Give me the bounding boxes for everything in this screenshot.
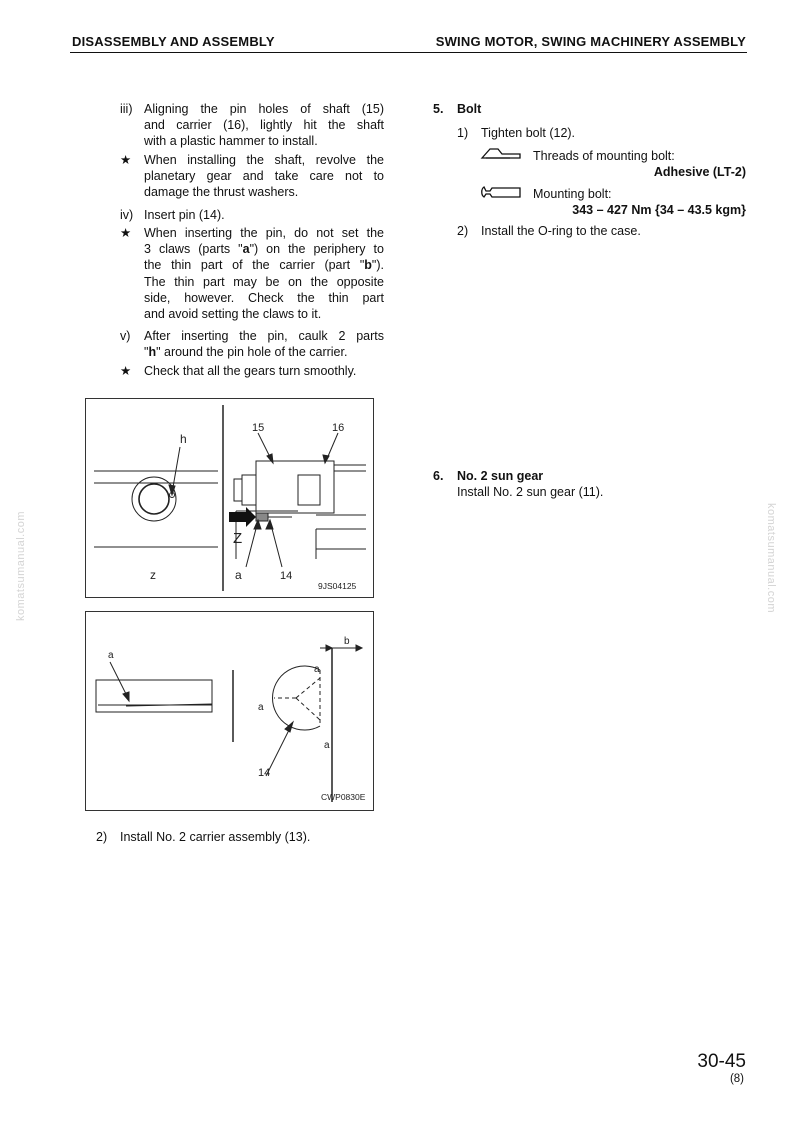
note-star-2 bbox=[120, 225, 386, 323]
step-v bbox=[120, 328, 386, 362]
label-Z: Z bbox=[233, 530, 243, 547]
adhesive-nozzle-icon bbox=[480, 146, 522, 162]
torque-text: Mounting bolt: bbox=[533, 187, 612, 201]
figure-code: 9JS04125 bbox=[318, 581, 357, 591]
header-right: SWING MOTOR, SWING MACHINERY ASSEMBLY bbox=[435, 34, 746, 49]
figure-code: CWP0830E bbox=[321, 792, 366, 802]
star-icon: ★ bbox=[120, 226, 132, 240]
section-6-text: Install No. 2 sun gear (11). bbox=[457, 485, 604, 499]
step-label: 2) bbox=[96, 830, 108, 844]
section-6-title: No. 2 sun gear bbox=[457, 469, 544, 483]
step-line: with a plastic hammer to install. bbox=[144, 134, 318, 149]
star-icon: ★ bbox=[120, 153, 132, 167]
label-h: h bbox=[180, 432, 187, 446]
note-text: Check that all the gears turn smoothly. bbox=[144, 364, 357, 378]
note-line: planetary gear and take care not to bbox=[144, 169, 384, 184]
adhesive-value: Adhesive (LT-2) bbox=[653, 165, 746, 179]
section-5-number: 5. bbox=[433, 102, 444, 116]
label-14: 14 bbox=[280, 570, 293, 582]
note-star-1 bbox=[120, 152, 386, 202]
section-5-title: Bolt bbox=[457, 102, 482, 116]
label-a-top: a bbox=[314, 664, 320, 675]
note-line: When installing the shaft, revolve the bbox=[144, 153, 384, 167]
adhesive-text: Threads of mounting bolt: bbox=[533, 149, 675, 163]
watermark-right: komatsumanual.com bbox=[765, 503, 777, 613]
step-label: v) bbox=[120, 329, 131, 343]
page-number: 30-45 bbox=[697, 1051, 746, 1072]
label-a-bottom: a bbox=[324, 740, 330, 751]
watermark-left: komatsumanual.com bbox=[15, 511, 27, 621]
arrow-z-icon bbox=[229, 507, 256, 527]
figure-1-drawing bbox=[86, 399, 373, 597]
label-14: 14 bbox=[258, 767, 271, 779]
wrench-icon bbox=[480, 184, 522, 200]
header-left: DISASSEMBLY AND ASSEMBLY bbox=[72, 34, 275, 49]
step-iv bbox=[120, 207, 386, 224]
step-line: Aligning the pin holes of shaft (15) bbox=[144, 102, 384, 116]
step-text: Insert pin (14). bbox=[144, 208, 225, 222]
section-5-step-1-text: Tighten bolt (12). bbox=[481, 126, 576, 140]
label-z: z bbox=[150, 568, 156, 582]
section-5-step-1-label: 1) bbox=[457, 126, 469, 140]
note-line: and avoid setting the claws to it. bbox=[144, 307, 322, 322]
star-icon: ★ bbox=[120, 364, 132, 378]
step-2-carrier bbox=[96, 829, 376, 846]
header-rule bbox=[70, 52, 747, 53]
step-line: After inserting the pin, caulk 2 parts bbox=[144, 329, 384, 343]
label-16: 16 bbox=[332, 422, 345, 434]
note-line: damage the thrust washers. bbox=[144, 185, 299, 200]
section-5-step-2-text: Install the O-ring to the case. bbox=[481, 224, 641, 238]
section-5-step-2-label: 2) bbox=[457, 224, 469, 238]
step-iii bbox=[120, 101, 386, 151]
step-text: Install No. 2 carrier assembly (13). bbox=[120, 830, 311, 844]
note-line: When inserting the pin, do not set the bbox=[144, 226, 384, 240]
figure-claw-position bbox=[85, 611, 374, 811]
label-15: 15 bbox=[252, 422, 265, 434]
label-a-mid: a bbox=[258, 702, 264, 713]
note-line: 3 claws (parts "a") on the periphery to bbox=[144, 242, 384, 257]
note-star-3 bbox=[120, 363, 386, 380]
step-label: iii) bbox=[120, 102, 133, 116]
step-line: "h" around the pin hole of the carrier. bbox=[144, 345, 348, 360]
figure-pin-installation bbox=[85, 398, 374, 598]
figure-2-drawing bbox=[86, 612, 373, 810]
torque-value: 343 – 427 Nm {34 – 43.5 kgm} bbox=[572, 203, 746, 217]
section-6-number: 6. bbox=[433, 469, 444, 483]
step-label: iv) bbox=[120, 208, 134, 222]
note-line: The thin part may be on the opposite bbox=[144, 274, 384, 289]
label-a: a bbox=[235, 568, 242, 582]
label-b: b bbox=[344, 636, 350, 647]
note-line: side, however. Check the thin part bbox=[144, 290, 384, 305]
note-line: the thin part of the carrier (part "b"). bbox=[144, 258, 384, 273]
step-line: and carrier (16), lightly hit the shaft bbox=[144, 118, 384, 133]
revision-mark: (8) bbox=[729, 1073, 744, 1085]
label-a-left: a bbox=[108, 650, 114, 661]
